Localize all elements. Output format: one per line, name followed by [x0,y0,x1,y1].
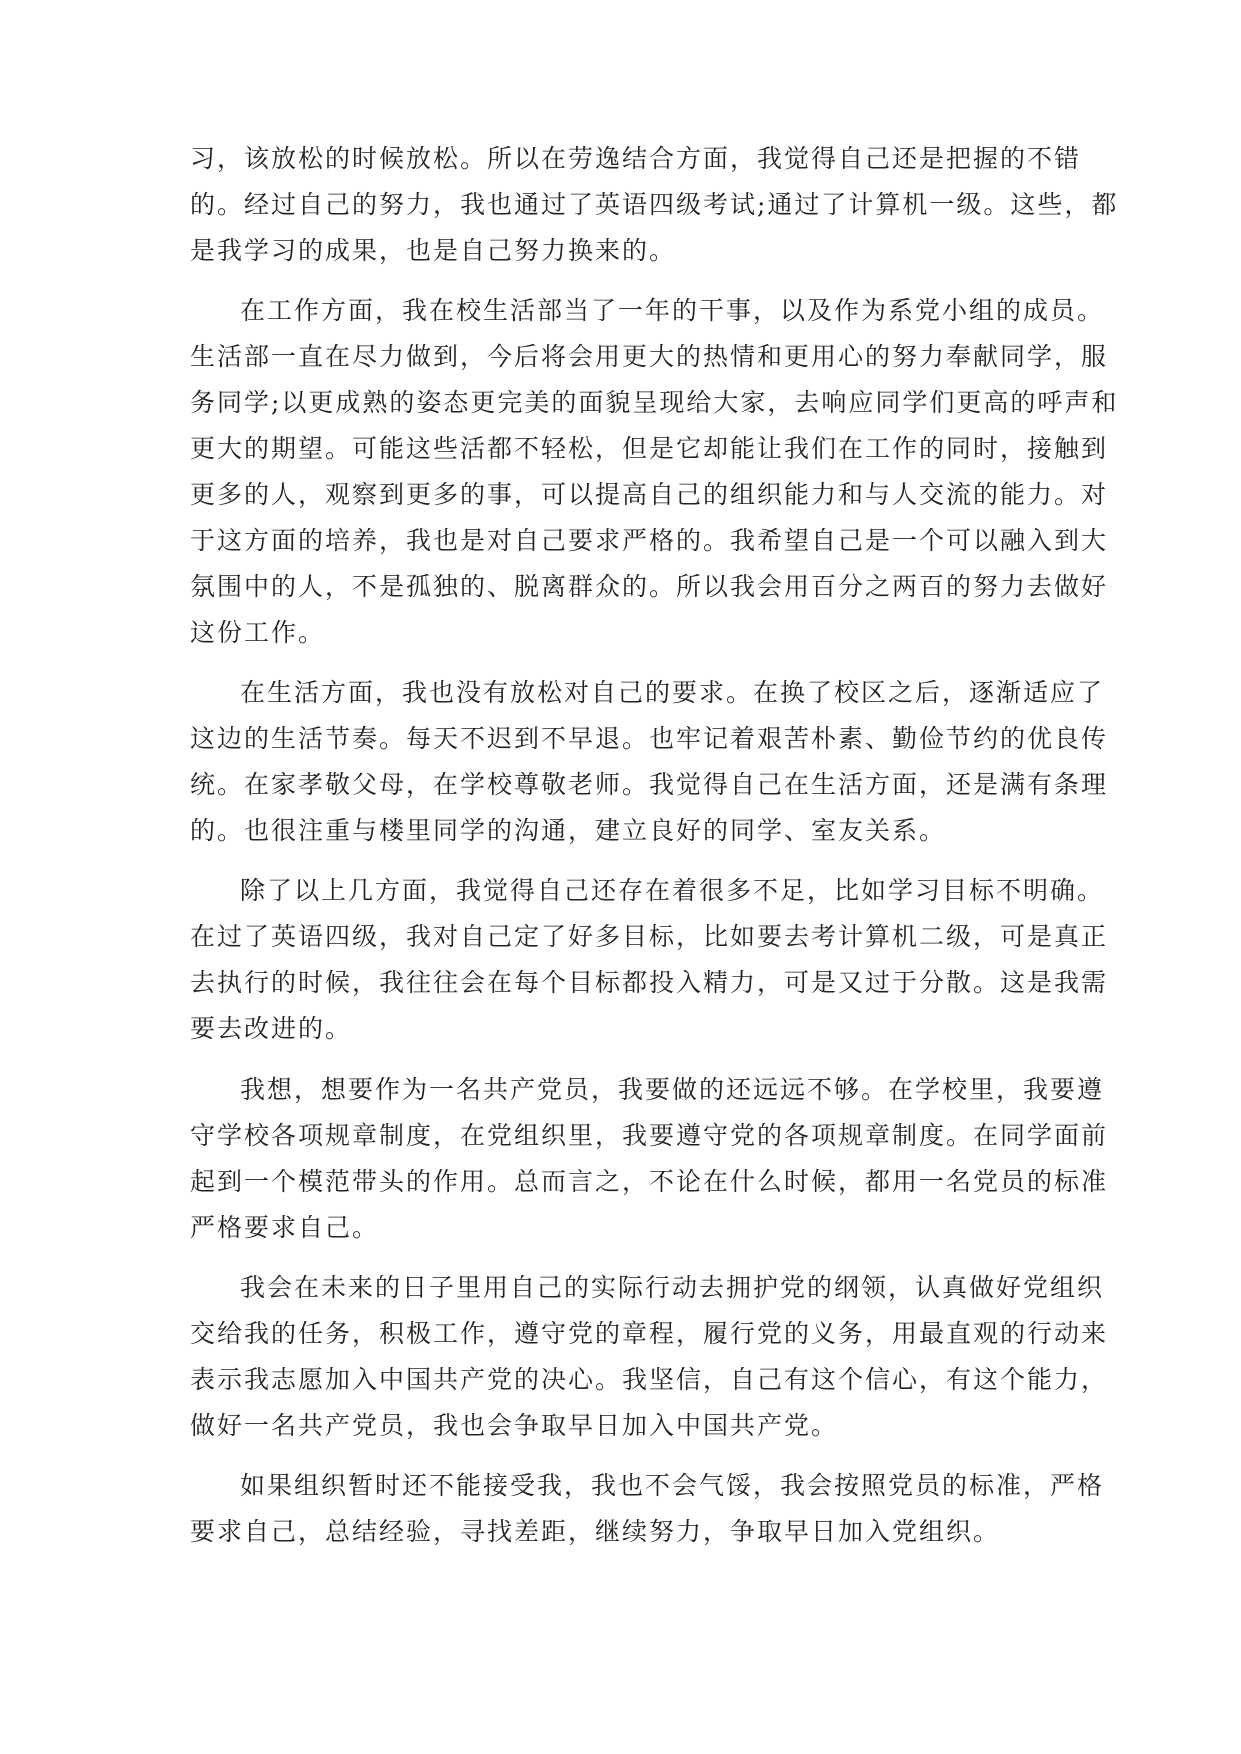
paragraph-first-line: 在生活方面，我也没有放松对自己的要求。在换了校区之后，逐渐适应了 [240,678,1105,707]
text-line: 做好一名共产党员，我也会争取早日加入中国共产党。 [190,1411,839,1440]
paragraph-first-line: 我想，想要作为一名共产党员，我要做的还远远不够。在学校里，我要遵 [240,1075,1105,1104]
paragraph-first-line: 我会在未来的日子里用自己的实际行动去拥护党的纲领，认真做好党组织 [240,1273,1105,1302]
text-line: 习，该放松的时候放松。所以在劳逸结合方面，我觉得自己还是把握的不错 [190,144,1082,173]
paragraph-first-line: 如果组织暂时还不能接受我，我也不会气馁，我会按照党员的标准，严格 [240,1471,1105,1500]
text-line: 的。经过自己的努力，我也通过了英语四级考试;通过了计算机一级。这些，都 [190,190,1119,219]
text-line: 是我学习的成果，也是自己努力换来的。 [190,236,677,265]
text-line: 氛围中的人，不是孤独的、脱离群众的。所以我会用百分之两百的努力去做好 [190,572,1109,601]
text-line: 生活部一直在尽力做到，今后将会用更大的热情和更用心的努力奉献同学，服 [190,342,1109,371]
text-line: 守学校各项规章制度，在党组织里，我要遵守党的各项规章制度。在同学面前 [190,1121,1109,1150]
text-line: 起到一个模范带头的作用。总而言之，不论在什么时候，都用一名党员的标准 [190,1167,1109,1196]
text-line: 要求自己，总结经验，寻找差距，继续努力，争取早日加入党组织。 [190,1517,1001,1546]
text-line: 在过了英语四级，我对自己定了好多目标，比如要去考计算机二级，可是真正 [190,922,1109,951]
text-line: 务同学;以更成熟的姿态更完美的面貌呈现给大家，去响应同学们更高的呼声和 [190,388,1119,417]
text-line: 于这方面的培养，我也是对自己要求严格的。我希望自己是一个可以融入到大 [190,526,1109,555]
text-line: 统。在家孝敬父母，在学校尊敬老师。我觉得自己在生活方面，还是满有条理 [190,770,1109,799]
paragraph-first-line: 在工作方面，我在校生活部当了一年的干事，以及作为系党小组的成员。 [240,296,1105,325]
text-line: 严格要求自己。 [190,1213,380,1242]
text-line: 去执行的时候，我往往会在每个目标都投入精力，可是又过于分散。这是我需 [190,968,1109,997]
text-line: 这边的生活节奏。每天不迟到不早退。也牢记着艰苦朴素、勤俭节约的优良传 [190,724,1109,753]
text-line: 表示我志愿加入中国共产党的决心。我坚信，自己有这个信心，有这个能力， [190,1365,1109,1394]
text-line: 这份工作。 [190,618,326,647]
text-line: 更多的人，观察到更多的事，可以提高自己的组织能力和与人交流的能力。对 [190,480,1109,509]
paragraph-first-line: 除了以上几方面，我觉得自己还存在着很多不足，比如学习目标不明确。 [240,876,1105,905]
text-line: 交给我的任务，积极工作，遵守党的章程，履行党的义务，用最直观的行动来 [190,1319,1109,1348]
text-line: 更大的期望。可能这些活都不轻松，但是它却能让我们在工作的同时，接触到 [190,434,1109,463]
text-line: 要去改进的。 [190,1014,353,1043]
text-line: 的。也很注重与楼里同学的沟通，建立良好的同学、室友关系。 [190,816,947,845]
